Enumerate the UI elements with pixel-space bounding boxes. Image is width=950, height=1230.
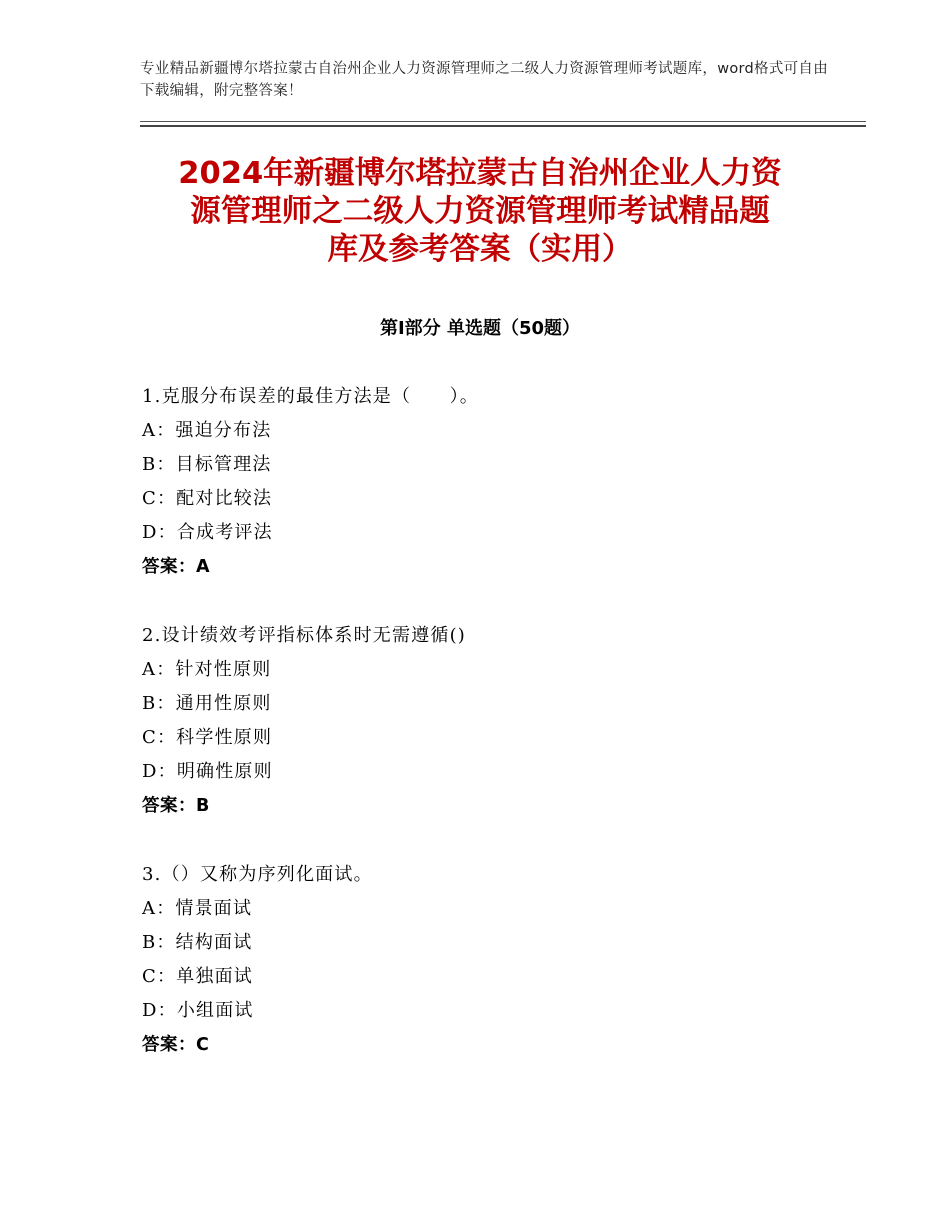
answer: 答案：C — [142, 1035, 210, 1055]
document-title — [140, 155, 820, 269]
option-a: A：针对性原则 — [142, 659, 272, 680]
question-stem: 2.设计绩效考评指标体系时无需遵循() — [142, 625, 467, 646]
question-2 — [142, 619, 842, 823]
divider-thin — [140, 121, 866, 122]
title-line: 库及参考答案（实用） — [327, 232, 633, 267]
title-line: 源管理师之二级人力资源管理师考试精品题 — [190, 194, 770, 229]
option-c: C：科学性原则 — [142, 727, 273, 748]
option-c: C：单独面试 — [142, 966, 253, 987]
option-d: D：明确性原则 — [142, 761, 273, 782]
question-stem: 3.（）又称为序列化面试。 — [142, 864, 373, 885]
question-3 — [142, 858, 842, 1062]
answer: 答案：A — [142, 557, 211, 577]
question-1 — [142, 380, 842, 584]
option-d: D：小组面试 — [142, 1000, 254, 1021]
option-b: B：通用性原则 — [142, 693, 272, 714]
title-line: 2024年新疆博尔塔拉蒙古自治州企业人力资 — [178, 156, 782, 191]
header-note: 专业精品新疆博尔塔拉蒙古自治州企业人力资源管理师之二级人力资源管理师考试题库，word格式可自由下载编辑，附完整答案！ — [140, 61, 829, 99]
option-c: C：配对比较法 — [142, 488, 273, 509]
section-title: 第Ⅰ部分 单选题（50题） — [379, 318, 580, 339]
option-b: B：结构面试 — [142, 932, 253, 953]
option-a: A：强迫分布法 — [142, 420, 272, 441]
question-stem: 1.克服分布误差的最佳方法是（ ）。 — [142, 386, 479, 407]
divider-thick — [140, 125, 866, 127]
option-a: A：情景面试 — [142, 898, 253, 919]
option-d: D：合成考评法 — [142, 522, 273, 543]
answer: 答案：B — [142, 796, 210, 816]
option-b: B：目标管理法 — [142, 454, 272, 475]
